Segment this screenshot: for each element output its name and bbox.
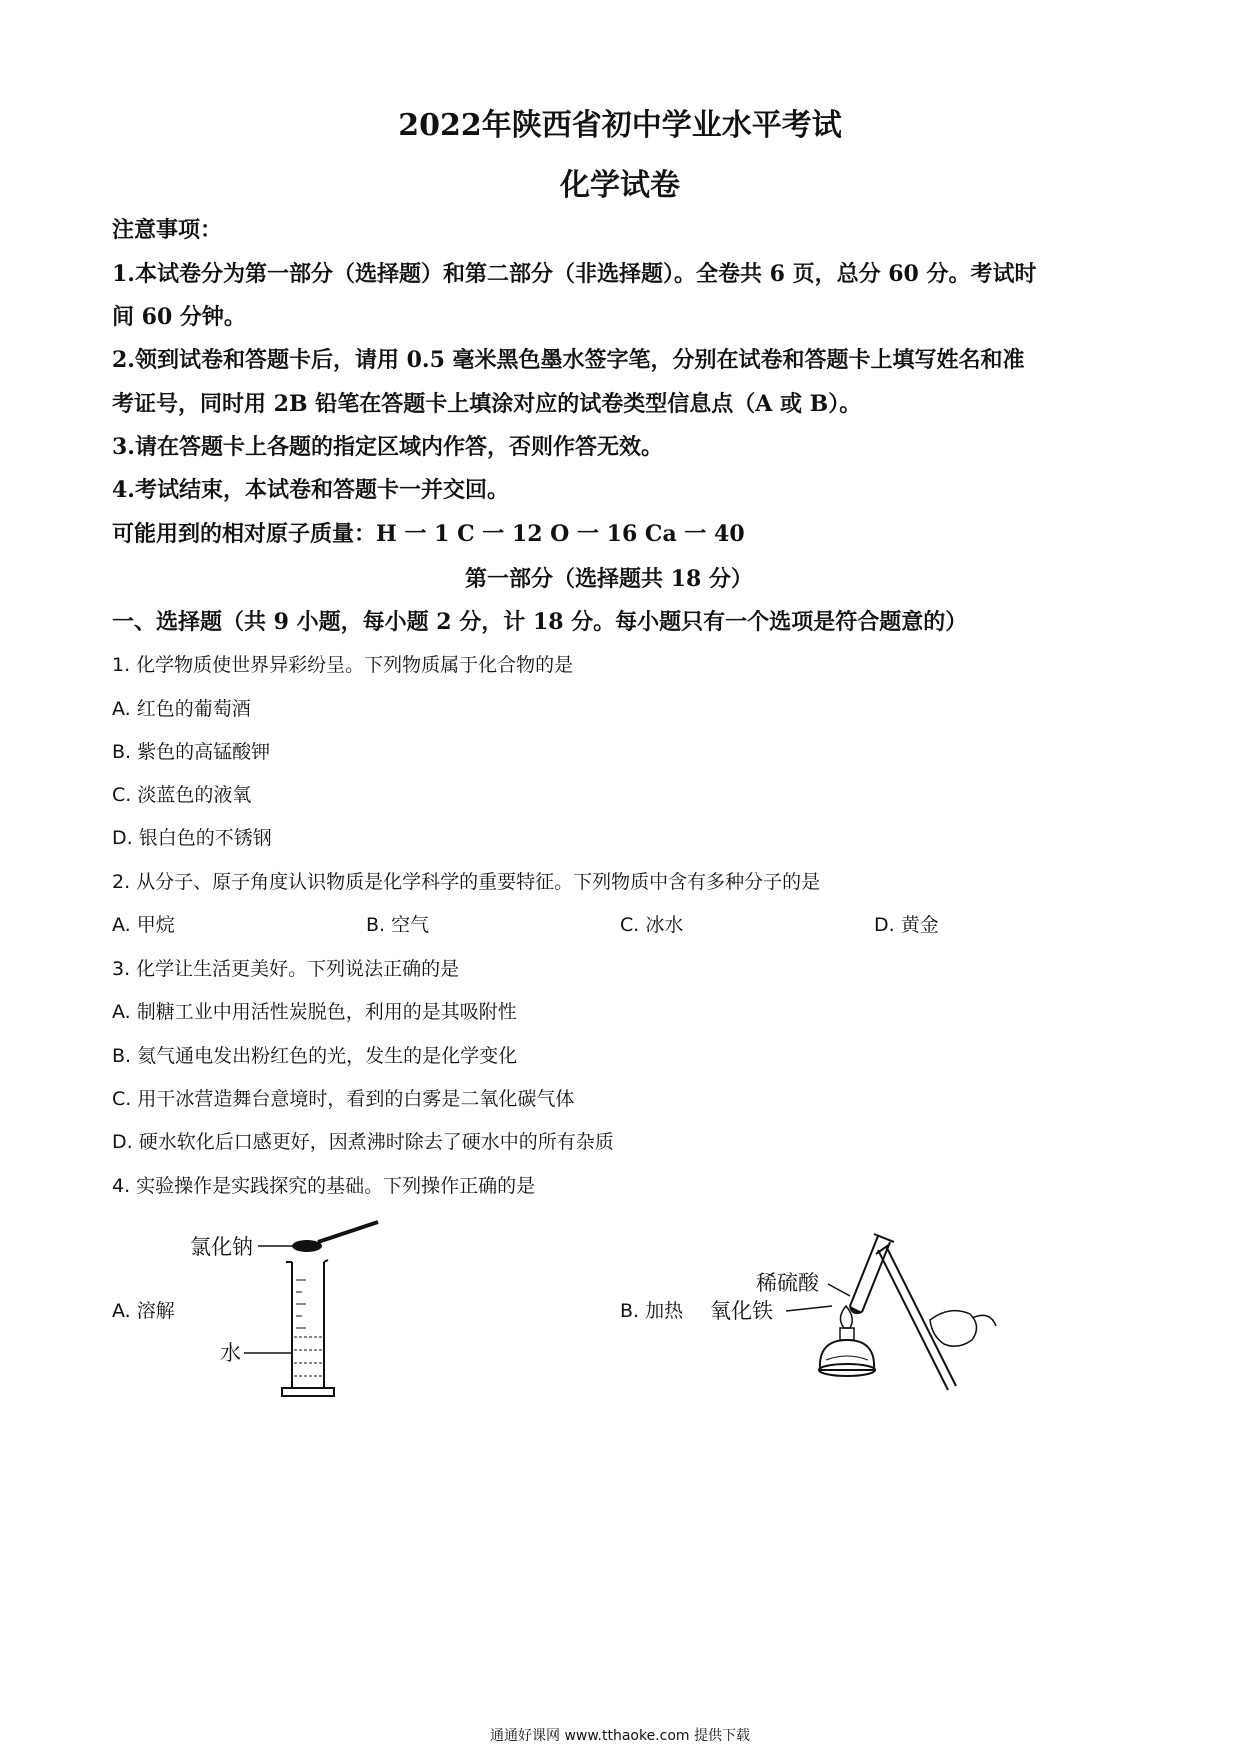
fig-b-leader-acid	[828, 1284, 850, 1296]
notice-item-2-line-1: 2.领到试卷和答题卡后，请用 0.5 毫米黑色墨水签字笔，分别在试卷和答题卡上填写姓名和准	[112, 347, 1025, 373]
question-2-option-a: A. 甲烷	[112, 914, 175, 936]
question-2-option-d: D. 黄金	[874, 914, 939, 936]
question-1-option-a: A. 红色的葡萄酒	[112, 698, 251, 720]
fig-a-label-nacl: 氯化钠	[190, 1235, 253, 1259]
notice-item-4: 4.考试结束，本试卷和答题卡一并交回。	[112, 477, 509, 503]
alcohol-lamp-icon	[819, 1306, 875, 1376]
part1-heading: 第一部分（选择题共 18 分）	[465, 566, 753, 592]
notice-item-1-line-2: 间 60 分钟。	[112, 304, 246, 330]
figure-dissolve	[180, 1210, 440, 1410]
exam-subtitle: 化学试卷	[560, 168, 680, 203]
question-1-stem: 1. 化学物质使世界异彩纷呈。下列物质属于化合物的是	[112, 654, 574, 676]
page-footer: 通通好课网 www.tthaoke.com 提供下载	[490, 1728, 750, 1744]
hand-icon	[930, 1311, 977, 1347]
question-1-option-d: D. 银白色的不锈钢	[112, 827, 272, 849]
test-tube-holder-icon	[876, 1244, 956, 1390]
question-2-stem: 2. 从分子、原子角度认识物质是化学科学的重要特征。下列物质中含有多种分子的是	[112, 871, 821, 893]
notice-item-1-line-1: 1.本试卷分为第一部分（选择题）和第二部分（非选择题）。全卷共 6 页，总分 60 分。考试时	[112, 261, 1037, 287]
fig-b-label-oxide: 氧化铁	[710, 1299, 773, 1323]
question-1-option-b: B. 紫色的高锰酸钾	[112, 741, 271, 763]
question-3-stem: 3. 化学让生活更美好。下列说法正确的是	[112, 958, 460, 980]
fig-b-label-acid: 稀硫酸	[756, 1271, 819, 1295]
atomic-mass-line: 可能用到的相对原子质量：H 一 1 C 一 12 O 一 16 Ca 一 40	[112, 521, 745, 547]
notice-item-2-line-2: 考证号，同时用 2B 铅笔在答题卡上填涂对应的试卷类型信息点（A 或 B）。	[112, 391, 862, 417]
question-4-option-b: B. 加热	[620, 1300, 684, 1322]
question-4-stem: 4. 实验操作是实践探究的基础。下列操作正确的是	[112, 1175, 536, 1197]
figure-heating	[700, 1210, 1000, 1410]
notice-item-3: 3.请在答题卡上各题的指定区域内作答，否则作答无效。	[112, 434, 663, 460]
section-heading: 一、选择题（共 9 小题，每小题 2 分，计 18 分。每小题只有一个选项是符合题意的）	[112, 609, 968, 635]
question-3-option-a: A. 制糖工业中用活性炭脱色，利用的是其吸附性	[112, 1001, 517, 1023]
fig-b-leader-oxide	[786, 1306, 832, 1311]
graduated-cylinder-icon	[282, 1260, 334, 1396]
question-2-option-b: B. 空气	[366, 914, 430, 936]
question-2-option-c: C. 冰水	[620, 914, 684, 936]
fig-a-label-water: 水	[220, 1341, 241, 1365]
question-3-option-c: C. 用干冰营造舞台意境时，看到的白雾是二氧化碳气体	[112, 1088, 575, 1110]
spoon-handle-icon	[318, 1222, 378, 1242]
question-3-option-b: B. 氦气通电发出粉红色的光，发生的是化学变化	[112, 1045, 518, 1067]
question-3-option-d: D. 硬水软化后口感更好，因煮沸时除去了硬水中的所有杂质	[112, 1131, 614, 1153]
notice-heading: 注意事项：	[112, 217, 223, 243]
question-4-option-a: A. 溶解	[112, 1300, 175, 1322]
question-1-option-c: C. 淡蓝色的液氧	[112, 784, 252, 806]
exam-title: 2022年陕西省初中学业水平考试	[398, 108, 842, 143]
spoon-bowl-icon	[292, 1240, 322, 1252]
